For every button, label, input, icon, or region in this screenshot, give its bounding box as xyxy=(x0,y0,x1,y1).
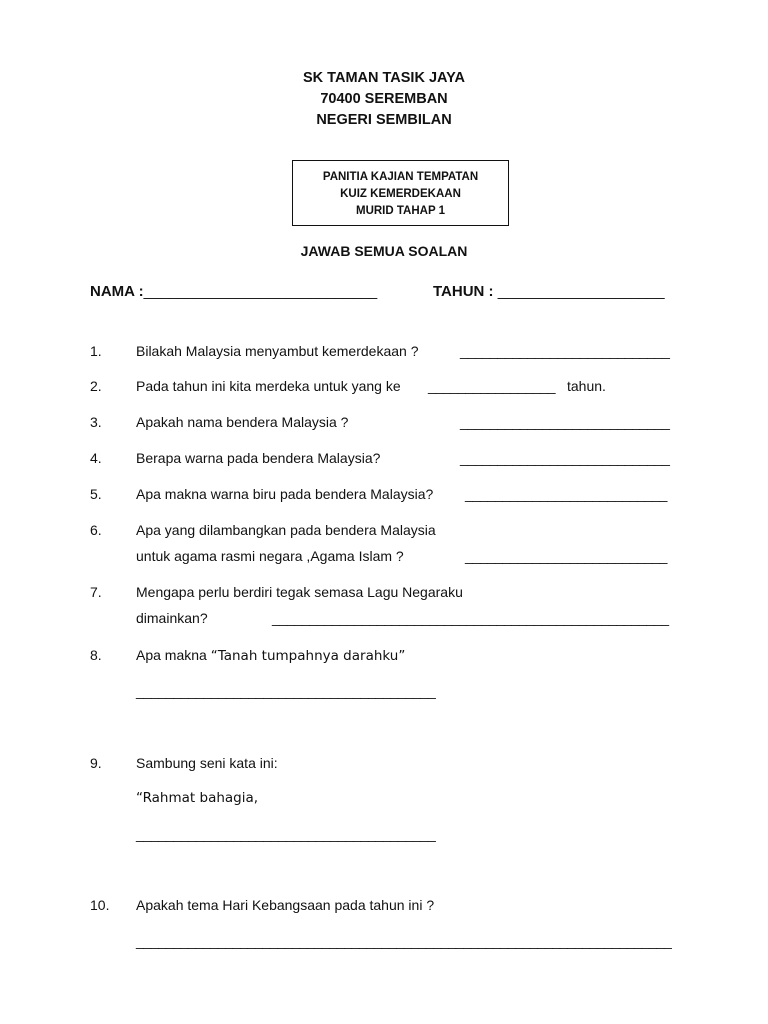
question-number: 3. xyxy=(90,414,102,430)
panel-line-2: KUIZ KEMERDEKAAN xyxy=(340,188,461,200)
school-address: 70400 SEREMBAN xyxy=(320,91,448,107)
answer-blank[interactable]: ________________________________________ xyxy=(136,826,436,842)
question-text-main: Apa makna xyxy=(136,647,207,663)
answer-blank[interactable]: _________________ xyxy=(428,378,556,394)
question-text: Bilakah Malaysia menyambut kemerdekaan ? xyxy=(136,343,419,359)
question-number: 5. xyxy=(90,486,102,502)
answer-blank[interactable]: ____________________________ xyxy=(460,414,670,430)
name-blank[interactable]: ____________________________ xyxy=(143,283,378,300)
school-name: SK TAMAN TASIK JAYA xyxy=(303,70,465,86)
question-number: 9. xyxy=(90,755,102,771)
question-number: 10. xyxy=(90,897,110,913)
instruction: JAWAB SEMUA SOALAN xyxy=(300,243,468,259)
question-text: Pada tahun ini kita merdeka untuk yang ke xyxy=(136,378,401,394)
name-field[interactable] xyxy=(90,283,377,300)
quoted-lyric: “Rahmat bahagia, xyxy=(136,790,259,806)
panel-box xyxy=(292,160,509,226)
year-field[interactable] xyxy=(433,283,665,300)
question-number: 8. xyxy=(90,647,102,663)
question-text: Apa makna warna biru pada bendera Malaysia? xyxy=(136,486,434,502)
answer-blank[interactable]: ________________________________________ xyxy=(136,683,436,699)
question-text: Berapa warna pada bendera Malaysia? xyxy=(136,450,381,466)
question-number: 6. xyxy=(90,522,102,538)
question-text: Apakah nama bendera Malaysia ? xyxy=(136,414,349,430)
answer-blank[interactable]: ___________________________ xyxy=(465,486,668,502)
question-text xyxy=(136,647,405,664)
question-number: 4. xyxy=(90,450,102,466)
year-blank[interactable]: ____________________ xyxy=(497,283,665,300)
answer-blank[interactable]: ________________________________________________________________________ xyxy=(136,933,672,949)
question-number: 1. xyxy=(90,343,102,359)
answer-blank[interactable]: ____________________________ xyxy=(460,450,670,466)
question-text: Mengapa perlu berdiri tegak semasa Lagu Negaraku xyxy=(136,584,463,600)
question-suffix: tahun. xyxy=(567,378,606,394)
name-label: NAMA : xyxy=(90,283,144,300)
question-text: Apakah tema Hari Kebangsaan pada tahun ini ? xyxy=(136,897,435,913)
answer-blank[interactable]: ___________________________ xyxy=(465,548,668,564)
question-text: Sambung seni kata ini: xyxy=(136,755,278,771)
answer-blank[interactable]: ____________________________ xyxy=(460,343,670,359)
school-state: NEGERI SEMBILAN xyxy=(316,112,452,128)
question-number: 7. xyxy=(90,584,102,600)
question-number: 2. xyxy=(90,378,102,394)
question-text-continued: dimainkan? xyxy=(136,610,208,626)
question-text: Apa yang dilambangkan pada bendera Malaysia xyxy=(136,522,436,538)
quoted-phrase: “Tanah tumpahnya darahku” xyxy=(210,648,406,664)
panel-line-3: MURID TAHAP 1 xyxy=(355,205,446,217)
panel-line-1: PANITIA KAJIAN TEMPATAN xyxy=(322,171,479,183)
answer-blank[interactable]: _____________________________________________________ xyxy=(272,610,669,626)
year-label: TAHUN : xyxy=(433,283,494,300)
question-text-continued: untuk agama rasmi negara ,Agama Islam ? xyxy=(136,548,404,564)
